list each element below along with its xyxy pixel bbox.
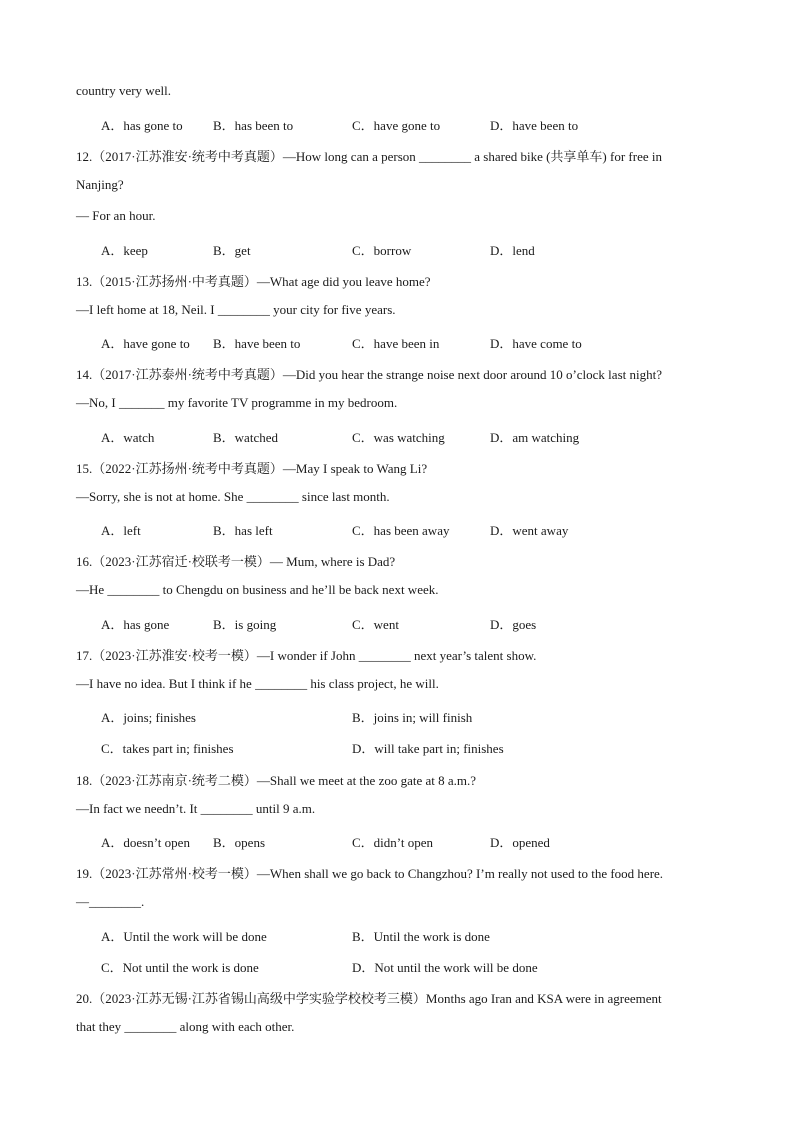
option-d[interactable]: D．went away bbox=[490, 523, 569, 538]
question-text: —________. bbox=[76, 894, 145, 909]
question-15-stem: 15.（2022·江苏扬州·统考中考真题）—May I speak to Wang Li? bbox=[76, 461, 428, 476]
question-17-stem: 17.（2023·江苏淮安·校考一模）—I wonder if John ________ next year’s talent show. bbox=[76, 648, 537, 663]
option-b[interactable]: B．watched bbox=[213, 430, 278, 445]
option-a[interactable]: A．has gone to bbox=[101, 118, 183, 133]
option-b[interactable]: B．have been to bbox=[213, 336, 301, 351]
question-16-stem: 16.（2023·江苏宿迁·校联考一模）— Mum, where is Dad? bbox=[76, 554, 396, 569]
option-a[interactable]: A．keep bbox=[101, 243, 148, 258]
option-d[interactable]: D．will take part in; finishes bbox=[352, 741, 504, 756]
option-d[interactable]: D．have been to bbox=[490, 118, 579, 133]
option-a[interactable]: A．watch bbox=[101, 430, 155, 445]
question-text: —In fact we needn’t. It ________ until 9 a.m. bbox=[76, 801, 316, 816]
question-text: —I left home at 18, Neil. I ________ your city for five years. bbox=[76, 302, 396, 317]
option-c[interactable]: C．borrow bbox=[352, 243, 412, 258]
option-a[interactable]: A．doesn’t open bbox=[101, 835, 190, 850]
question-19-stem: 19.（2023·江苏常州·校考一模）—When shall we go back to Changzhou? I’m really not used to the food here. bbox=[76, 866, 664, 881]
option-a[interactable]: A．left bbox=[101, 523, 141, 538]
option-c[interactable]: C．have gone to bbox=[352, 118, 441, 133]
question-text: country very well. bbox=[76, 83, 171, 98]
option-d[interactable]: D．goes bbox=[490, 617, 537, 632]
option-b[interactable]: B．joins in; will finish bbox=[352, 710, 473, 725]
option-c[interactable]: C．have been in bbox=[352, 336, 440, 351]
option-a[interactable]: A．joins; finishes bbox=[101, 710, 196, 725]
question-18-stem: 18.（2023·江苏南京·统考二模）—Shall we meet at the zoo gate at 8 a.m.? bbox=[76, 773, 477, 788]
question-20-stem: 20.（2023·江苏无锡·江苏省锡山高级中学实验学校校考三模）Months ago Iran and KSA were in agreement bbox=[76, 991, 662, 1006]
option-d[interactable]: D．opened bbox=[490, 835, 550, 850]
option-b[interactable]: B．is going bbox=[213, 617, 277, 632]
question-text: —I have no idea. But I think if he ________ his class project, he will. bbox=[76, 676, 439, 691]
question-text: — For an hour. bbox=[76, 208, 156, 223]
option-c[interactable]: C．has been away bbox=[352, 523, 450, 538]
option-a[interactable]: A．has gone bbox=[101, 617, 170, 632]
question-text: —Sorry, she is not at home. She ________ since last month. bbox=[76, 489, 390, 504]
question-text: Nanjing? bbox=[76, 177, 124, 192]
question-12-stem: 12.（2017·江苏淮安·统考中考真题）—How long can a person ________ a shared bike (共享单车) for free in bbox=[76, 149, 662, 164]
option-c[interactable]: C．Not until the work is done bbox=[101, 960, 259, 975]
question-text: that they ________ along with each other. bbox=[76, 1019, 295, 1034]
option-b[interactable]: B．opens bbox=[213, 835, 266, 850]
option-d[interactable]: D．lend bbox=[490, 243, 535, 258]
option-a[interactable]: A．Until the work will be done bbox=[101, 929, 267, 944]
option-c[interactable]: C．went bbox=[352, 617, 399, 632]
option-d[interactable]: D．am watching bbox=[490, 430, 580, 445]
question-13-stem: 13.（2015·江苏扬州·中考真题）—What age did you leave home? bbox=[76, 274, 431, 289]
question-text: —He ________ to Chengdu on business and he’ll be back next week. bbox=[76, 582, 439, 597]
option-c[interactable]: C．didn’t open bbox=[352, 835, 434, 850]
option-d[interactable]: D．Not until the work will be done bbox=[352, 960, 538, 975]
option-b[interactable]: B．has been to bbox=[213, 118, 294, 133]
option-a[interactable]: A．have gone to bbox=[101, 336, 190, 351]
option-c[interactable]: C．takes part in; finishes bbox=[101, 741, 234, 756]
question-14-stem: 14.（2017·江苏泰州·统考中考真题）—Did you hear the strange noise next door around 10 o’clock last night? bbox=[76, 367, 662, 382]
option-c[interactable]: C．was watching bbox=[352, 430, 445, 445]
option-b[interactable]: B．has left bbox=[213, 523, 273, 538]
option-b[interactable]: B．get bbox=[213, 243, 251, 258]
option-b[interactable]: B．Until the work is done bbox=[352, 929, 490, 944]
option-d[interactable]: D．have come to bbox=[490, 336, 582, 351]
question-text: —No, I _______ my favorite TV programme in my bedroom. bbox=[76, 395, 398, 410]
